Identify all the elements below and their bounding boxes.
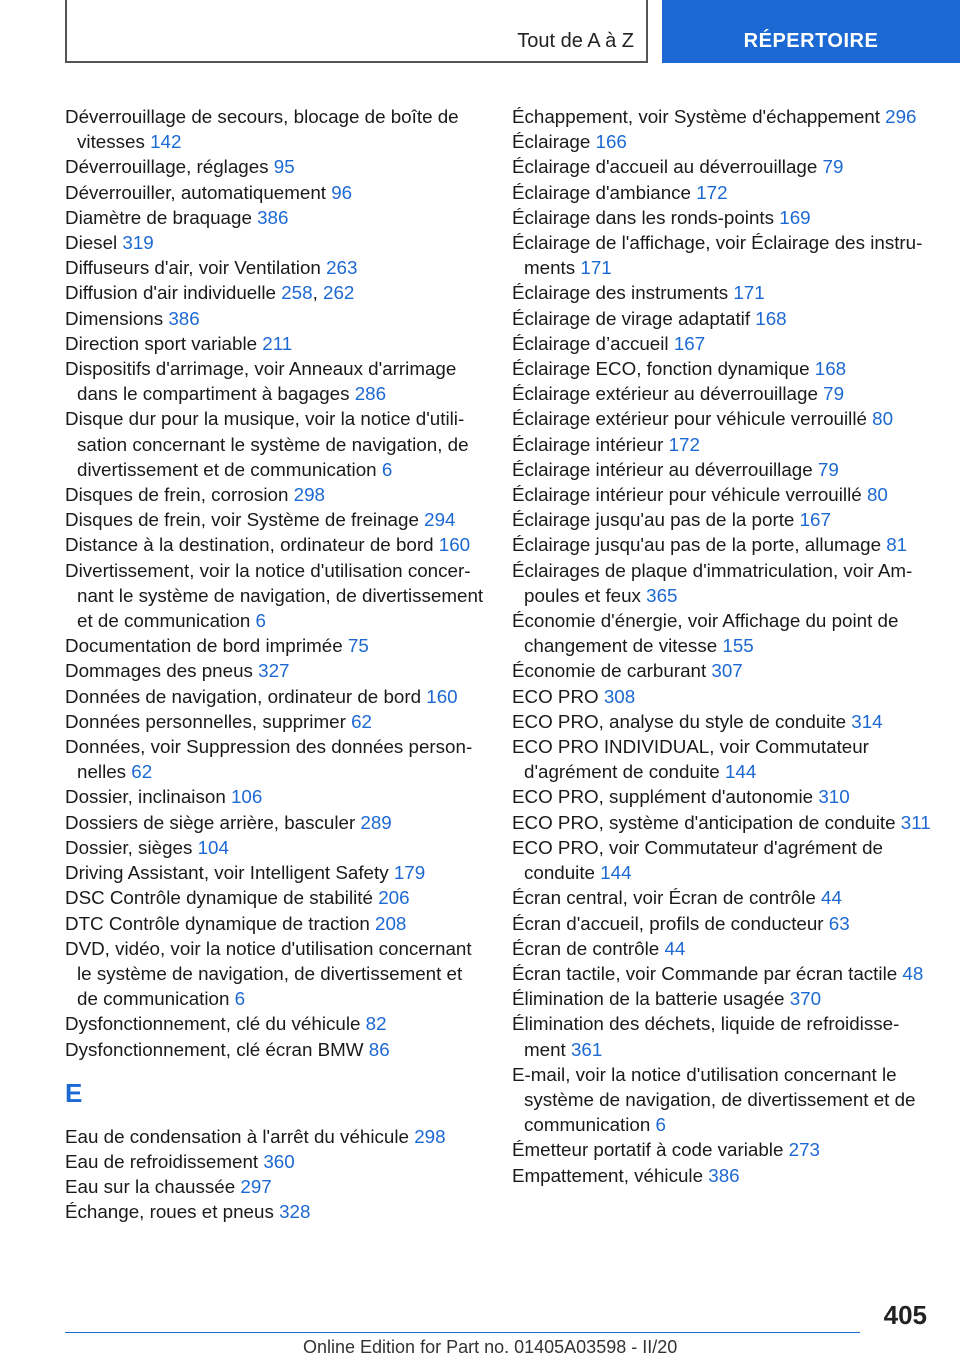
index-entry-text: Eau sur la chaussée (65, 1176, 236, 1198)
page-reference-link[interactable]: 62 (351, 710, 372, 732)
page-reference-link[interactable]: 262 (323, 282, 355, 304)
page-reference-link[interactable]: 328 (279, 1201, 311, 1223)
index-entry-text: Éclairage d’accueil (512, 332, 669, 354)
page-reference-link[interactable]: 211 (262, 332, 293, 354)
index-entry-text: Éclairage dans les ronds-points (512, 206, 775, 228)
index-entry (512, 1163, 932, 1188)
page-reference-link[interactable]: 168 (814, 358, 847, 380)
page-reference-link[interactable]: 370 (789, 988, 822, 1010)
index-entry (512, 507, 932, 532)
page-reference-link[interactable]: 310 (818, 786, 850, 808)
page-reference-link[interactable]: 171 (580, 257, 612, 279)
index-entry (512, 558, 932, 608)
index-entry-text: Dysfonctionnement, clé écran BMW (65, 1038, 364, 1060)
index-entry (512, 784, 932, 809)
page-reference-link[interactable]: 142 (150, 131, 182, 153)
index-entry-text: Écran d'accueil, profils de conducteur (512, 912, 824, 934)
header-frame (65, 0, 648, 63)
index-entry (65, 507, 485, 532)
index-entry-text: Éclairages de plaque d'immatriculation, voir Ampoules et feux (512, 559, 913, 606)
index-entry (512, 835, 932, 885)
index-entry (65, 356, 485, 406)
page-reference-link[interactable]: 311 (900, 811, 931, 833)
index-entry-text: ECO PRO, voir Commutateur d'agrément de conduite (512, 836, 884, 884)
page-reference-link[interactable]: 314 (851, 710, 883, 732)
index-column-right (512, 104, 932, 1188)
index-entry-text: Éclairage (512, 131, 591, 153)
page-reference-link[interactable]: 6 (655, 1114, 666, 1136)
index-entry-text: Driving Assistant, voir Intelligent Safety (65, 862, 389, 884)
index-entry-text: Éclairage jusqu'au pas de la porte, allumage (512, 534, 882, 556)
tab-a-to-z[interactable]: Tout de A à Z (517, 30, 634, 52)
index-entry-text: Disques de frein, voir Système de freinage (65, 509, 419, 531)
index-entry (65, 1174, 485, 1199)
index-entry-text: Éclairage ECO, fonction dynamique (512, 358, 810, 380)
index-entry (512, 1011, 932, 1061)
page-reference-link[interactable]: 206 (378, 887, 410, 909)
page-reference-link[interactable]: 86 (368, 1038, 390, 1060)
index-entry (65, 104, 485, 154)
page-reference-link[interactable]: 258 (281, 282, 313, 304)
page-reference-link[interactable]: 386 (708, 1164, 740, 1186)
index-entry-text: Données, voir Suppression des données personnelles (65, 736, 473, 783)
index-entry-text: Éclairage de l'affichage, voir Éclairage des instruments (512, 232, 923, 279)
index-entry-text: Données personnelles, supprimer (65, 710, 346, 732)
index-entry (512, 406, 932, 431)
page-reference-link[interactable]: 79 (822, 156, 844, 178)
page-reference-link[interactable]: 81 (886, 534, 908, 556)
index-entry (65, 1011, 485, 1036)
index-entry-text: Déverrouillage de secours, blocage de boîte de vitesses (65, 106, 459, 153)
page-reference-link[interactable]: 308 (603, 685, 636, 707)
index-entry-text: Dysfonctionnement, clé du véhicule (65, 1013, 361, 1035)
index-entry-text: Échange, roues et pneus (65, 1201, 274, 1223)
page-reference-link[interactable]: 179 (393, 862, 426, 884)
page-reference-link[interactable]: 365 (646, 584, 678, 606)
page-reference-link[interactable]: 172 (696, 181, 728, 203)
index-entry-text: Documentation de bord imprimée (65, 635, 343, 657)
index-entry (65, 532, 485, 557)
index-entry (512, 709, 932, 734)
page-reference-link[interactable]: 294 (424, 509, 456, 531)
index-entry-text: Eau de condensation à l'arrêt du véhicule (65, 1125, 409, 1147)
index-entry-text: ECO PRO INDIVIDUAL, voir Commutateur d'agrément de conduite (512, 736, 869, 783)
page-reference-link[interactable]: 296 (885, 106, 917, 127)
index-entry (512, 457, 932, 482)
index-entry (512, 280, 932, 305)
page-reference-link[interactable]: 286 (354, 383, 387, 405)
index-entry (512, 180, 932, 205)
index-entry (65, 331, 485, 356)
page-reference-link[interactable]: 144 (600, 862, 632, 884)
index-entry-text: Éclairage d'accueil au déverrouillage (512, 156, 818, 178)
index-entry (65, 684, 485, 709)
index-entry-text: Éclairage intérieur au déverrouillage (512, 458, 813, 480)
page-reference-link[interactable]: 169 (779, 206, 811, 228)
page-reference-link[interactable]: 75 (347, 635, 369, 657)
page-reference-link[interactable]: 168 (755, 307, 787, 329)
index-entry (512, 230, 932, 280)
index-entry (65, 911, 485, 936)
page-reference-link[interactable]: 79 (817, 458, 839, 480)
index-entry-text: Direction sport variable (65, 332, 258, 354)
index-entry (65, 835, 485, 860)
index-entry-text: DVD, vidéo, voir la notice d'utilisation concernant le système de navigation, de divertissement et de communication (65, 937, 472, 1010)
index-entry-text: Déverrouillage, réglages (65, 156, 269, 178)
index-entry-text: Éclairage d'ambiance (512, 181, 691, 203)
index-entry-text: Disques de frein, corrosion (65, 484, 289, 506)
index-entry-text: ECO PRO, système d'anticipation de conduite (512, 811, 896, 833)
index-entry-text: Éclairage des instruments (512, 282, 729, 304)
index-entry-text: Dossiers de siège arrière, basculer (65, 811, 356, 833)
page-reference-link[interactable]: 63 (828, 912, 850, 934)
index-entry-text: ECO PRO (512, 685, 599, 707)
index-entry (512, 1062, 932, 1138)
page-reference-link[interactable]: 327 (258, 660, 290, 682)
index-entry-text: Diesel (65, 232, 118, 254)
index-entry-text: Dommages des pneus (65, 660, 253, 682)
index-entry (65, 558, 485, 634)
index-entry-text: Dossier, sièges (65, 836, 193, 858)
index-entry (512, 331, 932, 356)
index-entry-text: Éclairage extérieur pour véhicule verrouillé (512, 408, 867, 430)
footer-edition-text: Online Edition for Part no. 01405A03598 - II/20 (303, 1337, 678, 1357)
page-reference-link[interactable]: 80 (866, 484, 888, 506)
index-entry (65, 936, 485, 1012)
index-entry-text: Échappement, voir Système d'échappement (512, 106, 880, 127)
index-entry (512, 684, 932, 709)
index-entry-text: E-mail, voir la notice d'utilisation concernant le système de navigation, de divertissement et de communication (512, 1063, 916, 1136)
page-reference-link[interactable]: 44 (664, 937, 686, 959)
index-entry-text: Économie de carburant (512, 660, 707, 682)
page-reference-link[interactable]: 361 (570, 1038, 603, 1060)
page-reference-link[interactable]: 82 (365, 1013, 387, 1035)
page-reference-link[interactable]: 96 (331, 181, 353, 203)
section-letter-heading: E (65, 1078, 83, 1109)
page-reference-link[interactable]: 319 (122, 232, 154, 254)
page-reference-link[interactable]: 95 (273, 156, 295, 178)
page-reference-link[interactable]: 6 (255, 610, 266, 632)
page-reference-link[interactable]: 80 (872, 408, 894, 430)
index-entry-text: DTC Contrôle dynamique de traction (65, 912, 370, 934)
index-entry (512, 961, 932, 986)
page-reference-link[interactable]: 289 (360, 811, 392, 833)
index-entry-text: Émetteur portatif à code variable (512, 1139, 784, 1161)
index-entry-text: ECO PRO, supplément d'autonomie (512, 786, 814, 808)
index-entry (512, 154, 932, 179)
index-entry (512, 482, 932, 507)
index-entry-text: Élimination de la batterie usagée (512, 988, 785, 1010)
index-entry (512, 986, 932, 1011)
index-entry-text: Dimensions (65, 307, 164, 329)
index-entry (65, 306, 485, 331)
index-entry (65, 734, 485, 784)
page-reference-link[interactable]: 62 (131, 761, 153, 783)
index-entry-text: Diamètre de braquage (65, 206, 252, 228)
page-reference-link[interactable]: 307 (711, 660, 743, 682)
page-reference-link[interactable]: 167 (799, 509, 831, 531)
index-entry-text: Distance à la destination, ordinateur de bord (65, 534, 434, 556)
page-reference-link[interactable]: 298 (414, 1125, 446, 1147)
page-reference-link[interactable]: 144 (724, 761, 757, 783)
page-reference-link[interactable]: 48 (902, 962, 924, 984)
index-entry (512, 936, 932, 961)
page-reference-link[interactable]: 297 (240, 1176, 272, 1198)
page-reference-link[interactable]: 160 (438, 534, 471, 556)
index-entry-text: Écran de contrôle (512, 937, 660, 959)
page-reference-link[interactable]: 171 (733, 282, 765, 304)
index-entry (65, 1149, 485, 1174)
page-reference-link[interactable]: 6 (234, 988, 246, 1010)
index-entry (512, 658, 932, 683)
index-entry (65, 406, 485, 482)
index-entry (512, 104, 932, 129)
index-entry-text: Économie d'énergie, voir Affichage du point de changement de vitesse (512, 610, 899, 657)
index-entry (65, 709, 485, 734)
page-reference-link[interactable]: 6 (381, 458, 393, 480)
index-entry-text: Éclairage intérieur pour véhicule verrouillé (512, 484, 862, 506)
index-entry (65, 154, 485, 179)
index-entry-text: DSC Contrôle dynamique de stabilité (65, 887, 373, 909)
index-entry (65, 1124, 485, 1149)
index-entry-text: Dossier, inclinaison (65, 786, 226, 808)
index-entry (512, 608, 932, 658)
index-entry (65, 230, 485, 255)
index-entry-text: Dispositifs d'arrimage, voir Anneaux d'arrimage dans le compartiment à bagages (65, 358, 457, 405)
index-entry (65, 255, 485, 280)
index-entry (512, 885, 932, 910)
page-reference-link[interactable]: 298 (293, 484, 325, 506)
page-reference-link[interactable]: 172 (668, 433, 700, 455)
index-entry (65, 885, 485, 910)
index-entry (512, 306, 932, 331)
index-entry (512, 810, 932, 835)
index-entry-text: Écran tactile, voir Commande par écran tactile (512, 962, 898, 984)
page-reference-link[interactable]: 386 (257, 206, 289, 228)
index-entry (65, 658, 485, 683)
page-reference-link[interactable]: 166 (595, 131, 627, 153)
index-entry-text: Eau de refroidissement (65, 1150, 259, 1172)
index-entry-text: Empattement, véhicule (512, 1164, 704, 1186)
index-entry (65, 810, 485, 835)
index-entry-text: Disque dur pour la musique, voir la notice d'utilisation concernant le système de navigation, de divertissement et de communication (65, 408, 469, 480)
index-entry-text: Données de navigation, ordinateur de bord (65, 685, 422, 707)
index-entry (65, 860, 485, 885)
index-column-left (65, 104, 485, 1225)
tab-index[interactable]: RÉPERTOIRE (662, 0, 960, 63)
index-entry (512, 1137, 932, 1162)
index-entry-text: Déverrouiller, automatiquement (65, 181, 326, 203)
page-reference-link[interactable]: 360 (263, 1150, 295, 1172)
index-entry (65, 1037, 485, 1062)
index-entry-text: Éclairage intérieur (512, 433, 664, 455)
index-entry (512, 356, 932, 381)
page-reference-link[interactable]: 160 (426, 685, 458, 707)
page-reference-link[interactable]: 208 (375, 912, 407, 934)
index-entry (65, 784, 485, 809)
index-entry-text: Élimination des déchets, liquide de refroidissement (512, 1013, 900, 1060)
index-entry (512, 432, 932, 457)
index-entry (512, 381, 932, 406)
page-reference-link[interactable]: 106 (230, 786, 263, 808)
index-entry (512, 911, 932, 936)
index-entry-text: Éclairage extérieur au déverrouillage (512, 383, 818, 405)
page-reference-link[interactable]: 44 (821, 887, 842, 909)
index-entry-text: Divertissement, voir la notice d'utilisation concernant le système de navigation, de divertissement et de communication (65, 559, 484, 632)
footer-divider (65, 1332, 860, 1333)
page-number: 405 (883, 1300, 927, 1330)
index-entry (65, 180, 485, 205)
page-reference-link[interactable]: 273 (788, 1139, 820, 1161)
page-reference-link[interactable]: 104 (197, 836, 229, 858)
index-entry-text: Éclairage de virage adaptatif (512, 307, 751, 329)
index-entry (512, 205, 932, 230)
page-reference-link[interactable]: 155 (722, 635, 754, 657)
index-entry-text: Diffuseurs d'air, voir Ventilation (65, 257, 321, 279)
index-entry (512, 129, 932, 154)
page-reference-link[interactable]: 167 (673, 332, 706, 354)
index-entry-text: Diffusion d'air individuelle (65, 282, 276, 304)
index-entry (65, 482, 485, 507)
index-entry-text: Écran central, voir Écran de contrôle (512, 887, 816, 909)
index-entry: Diffusion d'air individuelle 258, 262 (65, 282, 355, 304)
index-entry (65, 205, 485, 230)
index-entry (65, 1199, 485, 1224)
index-entry (65, 633, 485, 658)
page-reference-link[interactable]: 386 (168, 307, 200, 329)
page-reference-link[interactable]: 79 (823, 383, 845, 405)
index-entry (512, 532, 932, 557)
index-entry (512, 734, 932, 784)
index-entry-text: Éclairage jusqu'au pas de la porte (512, 509, 795, 531)
index-entry-text: ECO PRO, analyse du style de conduite (512, 710, 847, 732)
page-reference-link[interactable]: 263 (326, 257, 358, 279)
